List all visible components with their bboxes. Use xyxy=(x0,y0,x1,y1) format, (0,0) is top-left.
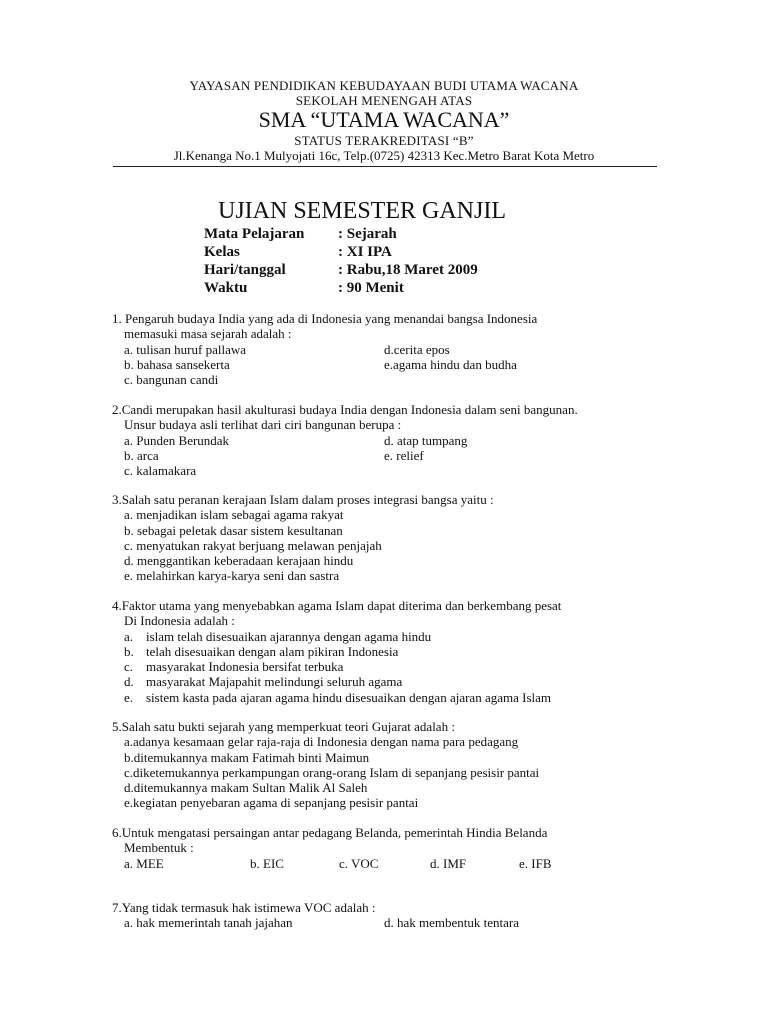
foundation-name: YAYASAN PENDIDIKAN KEBUDAYAAN BUDI UTAMA WACANA xyxy=(189,78,579,93)
school-address: Jl.Kenanga No.1 Mulyojati 16c, Telp.(0725) 42313 Kec.Metro Barat Kota Metro xyxy=(173,148,595,163)
question-text: 3.Salah satu peranan kerajaan Islam dalam proses integrasi bangsa yaitu : xyxy=(112,492,494,507)
option-b: b. sebagai peletak dasar sistem kesultanan xyxy=(124,522,343,538)
question-2 xyxy=(112,402,672,478)
info-label: Mata Pelajaran xyxy=(204,226,305,242)
option-row xyxy=(112,448,672,463)
option-e: e. IFB xyxy=(519,855,552,871)
accreditation-status: STATUS TERAKREDITASI “B” xyxy=(294,133,474,148)
option-e: e.agama hindu dan budha xyxy=(384,356,517,372)
option-letter: d. xyxy=(124,674,134,690)
option-a: a. hak memerintah tanah jajahan xyxy=(124,915,293,931)
question-text: Di Indonesia adalah : xyxy=(124,613,235,629)
option-c xyxy=(112,659,672,674)
option-row xyxy=(112,372,672,387)
school-level: SEKOLAH MENENGAH ATAS xyxy=(295,93,473,108)
option-c: c.diketemukannya perkampungan orang-orang Islam di sepanjang pesisir pantai xyxy=(124,764,540,780)
question-text: 6.Untuk mengatasi persaingan antar pedagang Belanda, pemerintah Hindia Belanda xyxy=(112,825,548,840)
option-a: a. Punden Berundak xyxy=(124,432,230,448)
option-text: sistem kasta pada ajaran agama hindu disesuaikan dengan ajaran agama Islam xyxy=(146,689,552,705)
question-4 xyxy=(112,598,672,705)
info-value: : Rabu,18 Maret 2009 xyxy=(338,262,478,278)
option-c: c. VOC xyxy=(339,855,379,871)
info-label: Waktu xyxy=(204,280,248,296)
question-text: 5.Salah satu bukti sejarah yang memperkuat teori Gujarat adalah : xyxy=(112,719,455,734)
option-d: d. IMF xyxy=(430,855,467,871)
option-a: a.adanya kesamaan gelar raja-raja di Indonesia dengan nama para pedagang xyxy=(124,734,519,750)
info-label: Kelas xyxy=(204,244,240,260)
option-d xyxy=(112,674,672,689)
option-d: d.ditemukannya makam Sultan Malik Al Saleh xyxy=(124,780,368,796)
option-b xyxy=(112,644,672,659)
info-label: Hari/tanggal xyxy=(204,262,286,278)
option-a xyxy=(112,629,672,644)
question-1 xyxy=(112,311,672,387)
option-c: c. bangunan candi xyxy=(124,372,219,388)
option-c: c. menyatukan rakyat berjuang melawan penjajah xyxy=(124,537,382,553)
option-letter: b. xyxy=(124,643,134,659)
option-b: b. bahasa sansekerta xyxy=(124,356,230,372)
option-e: e. melahirkan karya-karya seni dan sastra xyxy=(124,568,340,584)
option-row xyxy=(112,357,672,372)
option-e: e.kegiatan penyebaran agama di sepanjang pesisir pantai xyxy=(124,795,419,811)
question-text: memasuki masa sejarah adalah : xyxy=(124,326,292,342)
option-row xyxy=(112,433,672,448)
option-d: d.cerita epos xyxy=(384,341,450,357)
option-d: d. hak membentuk tentara xyxy=(384,915,520,931)
question-text: Unsur budaya asli terlihat dari ciri bangunan berupa : xyxy=(124,417,402,433)
question-7 xyxy=(112,900,672,931)
question-3 xyxy=(112,492,672,584)
option-e: e. relief xyxy=(384,447,424,463)
option-text: masyarakat Majapahit melindungi seluruh agama xyxy=(146,674,403,690)
option-a: a. MEE xyxy=(124,855,164,871)
info-value: : Sejarah xyxy=(338,226,397,242)
header-divider xyxy=(113,166,657,167)
option-row xyxy=(112,856,672,871)
question-text: 4.Faktor utama yang menyebabkan agama Islam dapat diterima dan berkembang pesat xyxy=(112,598,562,613)
option-text: islam telah disesuaikan ajarannya dengan agama hindu xyxy=(146,628,432,644)
info-value: : 90 Menit xyxy=(338,280,404,296)
school-name: SMA “UTAMA WACANA” xyxy=(258,107,510,132)
question-text: Membentuk : xyxy=(124,840,194,856)
question-5 xyxy=(112,719,672,811)
option-letter: a. xyxy=(124,628,134,644)
option-a: a. menjadikan islam sebagai agama rakyat xyxy=(124,507,344,523)
option-text: masyarakat Indonesia bersifat terbuka xyxy=(146,659,344,675)
option-b: b.ditemukannya makam Fatimah binti Maimun xyxy=(124,749,370,765)
question-text: 1. Pengaruh budaya India yang ada di Indonesia yang menandai bangsa Indonesia xyxy=(112,311,538,326)
option-c: c. kalamakara xyxy=(124,463,197,479)
option-row xyxy=(112,463,672,478)
option-b: b. EIC xyxy=(250,855,284,871)
option-b: b. arca xyxy=(124,447,159,463)
info-value: : XI IPA xyxy=(338,244,392,260)
option-row xyxy=(112,342,672,357)
question-text: 2.Candi merupakan hasil akulturasi budaya India dengan Indonesia dalam seni bangunan. xyxy=(112,402,578,417)
option-text: telah disesuaikan dengan alam pikiran Indonesia xyxy=(146,643,399,659)
option-d: d. atap tumpang xyxy=(384,432,468,448)
exam-title: UJIAN SEMESTER GANJIL xyxy=(218,198,506,224)
option-a: a. tulisan huruf pallawa xyxy=(124,341,247,357)
option-letter: c. xyxy=(124,659,134,675)
option-e xyxy=(112,690,672,705)
option-d: d. menggantikan keberadaan kerajaan hindu xyxy=(124,553,354,569)
question-6 xyxy=(112,825,672,871)
question-text: 7.Yang tidak termasuk hak istimewa VOC adalah : xyxy=(112,900,376,915)
option-row xyxy=(112,915,672,930)
option-letter: e. xyxy=(124,689,134,705)
